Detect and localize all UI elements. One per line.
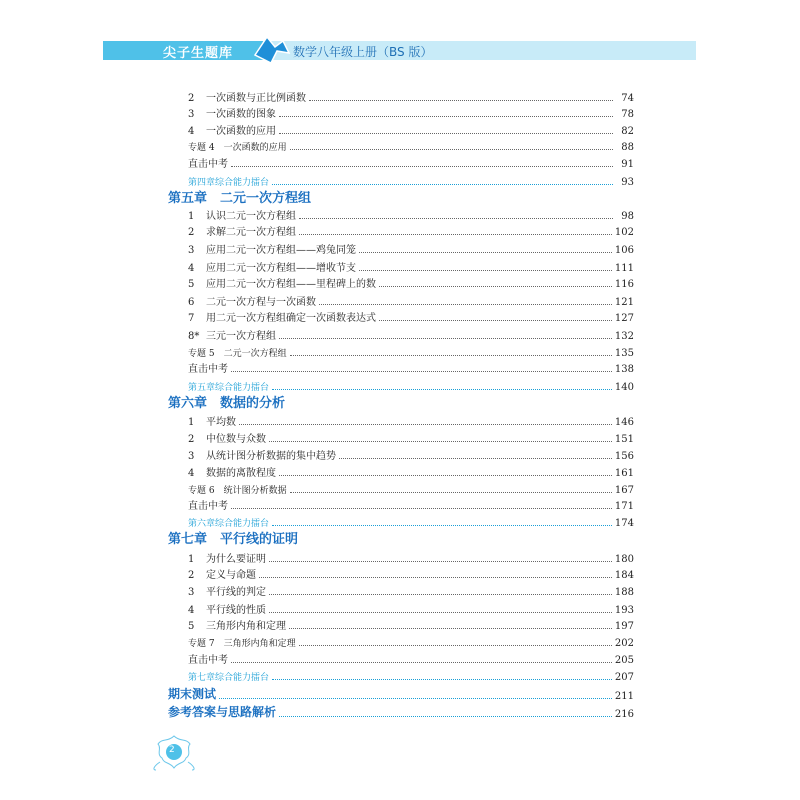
arrow-icon <box>253 33 293 67</box>
toc-leader-dots <box>279 337 612 339</box>
toc-page-number: 93 <box>621 177 634 188</box>
toc-item-number: 1 <box>188 211 195 222</box>
toc-page-number: 78 <box>621 109 634 120</box>
toc-leader-dots <box>289 627 612 629</box>
toc-row-item <box>168 274 634 290</box>
toc-leader-dots <box>379 319 612 321</box>
toc-row-review <box>168 496 634 512</box>
toc-leader-dots <box>279 474 612 476</box>
toc-leader-dots <box>379 285 612 287</box>
toc-item-title: 期末测试 <box>168 687 217 701</box>
toc-item-number: 4 <box>188 468 195 479</box>
toc-leader-dots <box>359 251 612 253</box>
toc-page-number: 216 <box>614 709 634 720</box>
toc-page-number: 88 <box>621 142 634 153</box>
toc-item-number: 1 <box>188 417 195 428</box>
toc-item-title: 专题 6 统计图分析数据 <box>188 486 287 496</box>
toc-leader-dots <box>290 354 612 356</box>
toc-page-number: 205 <box>614 655 634 666</box>
toc-row-item <box>168 308 634 324</box>
toc-leader-dots <box>231 507 612 509</box>
header-brand: 尖子生题库 <box>163 46 234 61</box>
toc-row-item <box>168 206 634 222</box>
toc-row-item <box>168 616 634 632</box>
toc-page-number: 98 <box>621 211 634 222</box>
toc-row-challenge <box>168 513 634 529</box>
toc-row-item <box>168 258 634 274</box>
toc-item-title: 第七章 平行线的证明 <box>168 532 299 547</box>
toc-item-number: 4 <box>188 605 195 616</box>
toc-page-number: 111 <box>614 263 634 274</box>
toc-item-title: 认识二元一次方程组 <box>206 211 296 222</box>
toc-leader-dots <box>299 644 612 646</box>
toc-leader-dots <box>272 678 612 680</box>
toc-item-number: 5 <box>188 279 195 290</box>
toc-page-number: 74 <box>621 93 634 104</box>
toc-row-review <box>168 650 634 666</box>
toc-row-item <box>168 446 634 462</box>
toc-leader-dots <box>269 593 612 595</box>
toc-item-number: 3 <box>188 109 195 120</box>
toc-row-item <box>168 463 634 479</box>
toc-item-title: 直击中考 <box>188 364 228 375</box>
toc-item-number: 5 <box>188 621 195 632</box>
toc-item-title: 一次函数的图象 <box>206 109 276 120</box>
toc-leader-dots <box>231 661 612 663</box>
toc-page-number: 127 <box>614 313 634 324</box>
toc-leader-dots <box>279 132 613 134</box>
toc-item-title: 应用二元一次方程组——增收节支 <box>206 263 356 274</box>
toc-page-number: 116 <box>614 279 634 290</box>
toc-item-title: 一次函数的应用 <box>206 126 276 137</box>
toc-item-title: 求解二元一次方程组 <box>206 227 296 238</box>
toc-leader-dots <box>239 423 612 425</box>
toc-page-number: 202 <box>614 638 634 649</box>
page-number: 2 <box>169 745 175 755</box>
toc-page-number: 193 <box>614 605 634 616</box>
toc-item-title: 一次函数与正比例函数 <box>206 93 306 104</box>
toc-page-number: 171 <box>614 501 634 512</box>
toc-row-challenge <box>168 172 634 188</box>
toc-row-final <box>168 686 634 702</box>
toc-row-item <box>168 121 634 137</box>
toc-page-number: 184 <box>614 570 634 581</box>
toc-page-number: 161 <box>614 468 634 479</box>
toc-row-item <box>168 412 634 428</box>
toc-item-title: 第五章 二元一次方程组 <box>168 191 312 206</box>
toc-item-title: 应用二元一次方程组——鸡兔同笼 <box>206 245 356 256</box>
toc-item-title: 直击中考 <box>188 655 228 666</box>
toc-item-title: 从统计图分析数据的集中趋势 <box>206 451 336 462</box>
toc-page-number: 82 <box>621 126 634 137</box>
toc-row-chapter <box>168 393 634 411</box>
toc-leader-dots <box>290 148 613 150</box>
toc-row-challenge <box>168 667 634 683</box>
toc-leader-dots <box>269 440 612 442</box>
toc-item-title: 直击中考 <box>188 159 228 170</box>
toc-item-title: 专题 5 二元一次方程组 <box>188 349 287 359</box>
toc-page-number: 174 <box>614 518 634 529</box>
toc-row-topic <box>168 480 634 496</box>
toc-leader-dots <box>272 183 613 185</box>
toc-item-number: 3 <box>188 451 195 462</box>
toc-leader-dots <box>269 611 612 613</box>
toc-leader-dots <box>319 303 612 305</box>
toc-item-title: 定义与命题 <box>206 570 256 581</box>
toc-row-item <box>168 326 634 342</box>
toc-page-number: 156 <box>614 451 634 462</box>
toc-item-title: 平行线的判定 <box>206 587 266 598</box>
toc-leader-dots <box>279 715 612 717</box>
toc-leader-dots <box>219 697 612 699</box>
toc-row-item <box>168 292 634 308</box>
toc-item-number: 8* <box>188 331 200 342</box>
toc-item-title: 平行线的性质 <box>206 605 266 616</box>
toc-item-title: 为什么要证明 <box>206 554 266 565</box>
toc-page-number: 102 <box>614 227 634 238</box>
toc-item-title: 应用二元一次方程组——里程碑上的数 <box>206 279 376 290</box>
toc-leader-dots <box>231 370 612 372</box>
toc-item-title: 第六章 数据的分析 <box>168 396 286 411</box>
toc-item-title: 三角形内角和定理 <box>206 621 286 632</box>
toc-page-number: 207 <box>614 672 634 683</box>
toc-item-title: 平均数 <box>206 417 236 428</box>
toc-item-title: 第六章综合能力擂台 <box>188 519 270 529</box>
toc-item-title: 专题 7 三角形内角和定理 <box>188 639 296 649</box>
toc-item-number: 4 <box>188 263 195 274</box>
toc-leader-dots <box>259 576 612 578</box>
toc-leader-dots <box>359 269 612 271</box>
page-header <box>103 41 696 60</box>
header-subject: 数学八年级上册（BS 版） <box>293 45 433 59</box>
toc-item-number: 7 <box>188 313 195 324</box>
toc-page-number: 167 <box>614 485 634 496</box>
toc-page-number: 180 <box>614 554 634 565</box>
toc-row-item <box>168 240 634 256</box>
toc-leader-dots <box>272 388 612 390</box>
toc-page-number: 135 <box>614 348 634 359</box>
toc-item-title: 数据的离散程度 <box>206 468 276 479</box>
toc-item-title: 二元一次方程与一次函数 <box>206 297 316 308</box>
toc-row-item <box>168 549 634 565</box>
toc-item-number: 3 <box>188 245 195 256</box>
toc-item-number: 1 <box>188 554 195 565</box>
page-number-badge <box>150 732 200 772</box>
toc-leader-dots <box>309 99 613 101</box>
toc-leader-dots <box>279 115 613 117</box>
toc-row-review <box>168 359 634 375</box>
toc-page-number: 211 <box>614 691 634 702</box>
toc-item-number: 2 <box>188 570 195 581</box>
toc-page-number: 151 <box>614 434 634 445</box>
toc-page-number: 132 <box>614 331 634 342</box>
toc-item-number: 2 <box>188 93 195 104</box>
toc-row-item <box>168 565 634 581</box>
toc-row-review <box>168 154 634 170</box>
toc-row-item <box>168 104 634 120</box>
toc-item-number: 3 <box>188 587 195 598</box>
toc-page-number: 91 <box>621 159 634 170</box>
toc-item-title: 三元一次方程组 <box>206 331 276 342</box>
toc-page-number: 146 <box>614 417 634 428</box>
toc-leader-dots <box>299 217 613 219</box>
toc-page-number: 188 <box>614 587 634 598</box>
toc-row-challenge <box>168 377 634 393</box>
toc-row-topic <box>168 633 634 649</box>
toc-item-title: 第四章综合能力擂台 <box>188 178 270 188</box>
toc-row-chapter <box>168 188 634 206</box>
toc-row-chapter <box>168 529 634 547</box>
toc-row-item <box>168 582 634 598</box>
toc-row-topic <box>168 137 634 153</box>
toc-item-title: 第七章综合能力擂台 <box>188 673 270 683</box>
toc-row-final <box>168 704 634 720</box>
toc-item-title: 专题 4 一次函数的应用 <box>188 143 287 153</box>
toc-item-number: 6 <box>188 297 195 308</box>
toc-item-number: 4 <box>188 126 195 137</box>
toc-item-title: 参考答案与思路解析 <box>168 705 277 719</box>
toc-leader-dots <box>339 457 612 459</box>
toc-leader-dots <box>269 560 612 562</box>
toc-row-item <box>168 88 634 104</box>
toc-item-number: 2 <box>188 434 195 445</box>
toc-row-item <box>168 222 634 238</box>
toc-page-number: 197 <box>614 621 634 632</box>
toc-item-title: 中位数与众数 <box>206 434 266 445</box>
toc-leader-dots <box>290 491 612 493</box>
toc-page-number: 106 <box>614 245 634 256</box>
toc-page-number: 138 <box>614 364 634 375</box>
toc-item-title: 直击中考 <box>188 501 228 512</box>
toc-leader-dots <box>299 233 612 235</box>
toc-item-title: 第五章综合能力擂台 <box>188 383 270 393</box>
toc-item-number: 2 <box>188 227 195 238</box>
toc-page-number: 140 <box>614 382 634 393</box>
flower-icon <box>150 732 200 772</box>
toc-leader-dots <box>231 165 613 167</box>
toc-leader-dots <box>272 524 612 526</box>
toc-row-item <box>168 429 634 445</box>
toc-row-item <box>168 600 634 616</box>
toc-row-topic <box>168 343 634 359</box>
toc-page-number: 121 <box>614 297 634 308</box>
toc-item-title: 用二元一次方程组确定一次函数表达式 <box>206 313 376 324</box>
